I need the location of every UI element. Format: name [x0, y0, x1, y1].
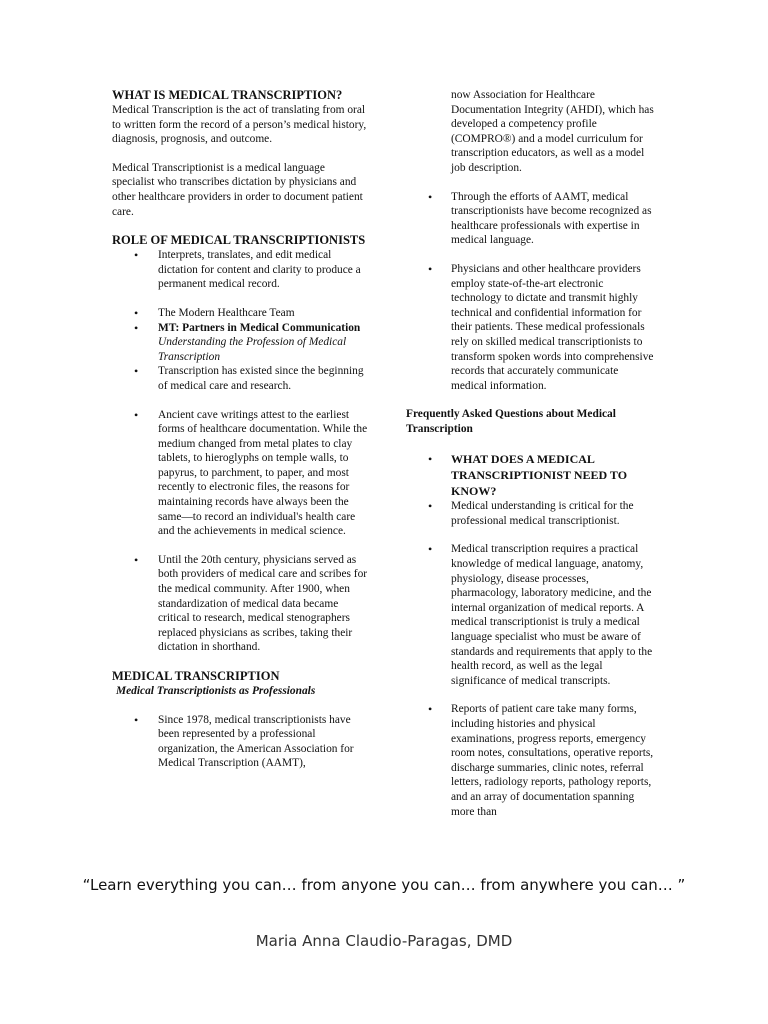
continued-bullet-list — [406, 88, 656, 393]
section-subheading-professionals: Medical Transcriptionists as Professionals — [116, 685, 316, 697]
bullet-text: Ancient cave writings attest to the earliest forms of healthcare documentation. While the medium changed from metal plates to clay tablets, to hieroglyphs on temple walls, to papyrus, to parchment, to paper, and most recently to electronic files, the reasons for maintaining records have always been the same—to record an individual's health care and the achievements in medical science. — [158, 408, 368, 538]
bullet-icon: • — [134, 712, 139, 727]
bullet-icon: • — [428, 189, 433, 204]
right-column — [406, 88, 656, 833]
list-item — [406, 262, 656, 393]
bullet-text: Medical understanding is critical for the professional medical transcriptionist. — [451, 500, 634, 527]
list-item — [112, 321, 368, 365]
bullet-icon: • — [428, 542, 433, 557]
role-bullet-list — [112, 248, 368, 655]
list-item — [112, 553, 368, 655]
list-item — [406, 542, 656, 688]
bullet-text: Since 1978, medical transcriptionists have been represented by a professional organization, the American Association for Medical Transcription (AAMT), — [158, 713, 354, 770]
transcriptionist-definition-paragraph: Medical Transcriptionist is a medical language specialist who transcribes dictation by physicians and other healthcare providers in order to document patient care. — [112, 161, 363, 218]
faq-question: WHAT DOES A MEDICAL TRANSCRIPTIONIST NEED TO KNOW? — [451, 452, 628, 498]
bullet-bold-text: MT: Partners in Medical Communication — [158, 321, 361, 334]
section-heading-medical-transcription: MEDICAL TRANSCRIPTION — [112, 669, 280, 683]
bullet-icon: • — [428, 499, 433, 514]
bullet-icon: • — [134, 305, 139, 320]
professionals-bullet-list — [112, 713, 368, 771]
list-item-continuation — [406, 88, 656, 176]
bullet-italic-text: Understanding the Profession of Medical Transcription — [158, 336, 347, 363]
list-item — [112, 364, 368, 393]
bullet-text: The Modern Healthcare Team — [158, 306, 295, 319]
list-item — [406, 702, 656, 819]
section-heading-role: ROLE OF MEDICAL TRANSCRIPTIONISTS — [112, 233, 366, 248]
bullet-icon: • — [134, 248, 139, 263]
bullet-icon: • — [134, 407, 139, 422]
bullet-icon: • — [134, 320, 139, 335]
bullet-icon: • — [134, 364, 139, 379]
bullet-icon: • — [428, 261, 433, 276]
bullet-icon: • — [428, 702, 433, 717]
definition-paragraph: Medical Transcription is the act of translating from oral to written form the record of a person’s medical history, diagnosis, prognosis, and outcome. — [112, 104, 367, 146]
list-item — [406, 452, 656, 499]
closing-quote: “Learn everything you can… from anyone you can… from anywhere you can… ” — [82, 876, 686, 894]
bullet-text: Reports of patient care take many forms, including histories and physical examinations, progress reports, emergency room notes, consultations, operative reports, discharge summaries, clinic notes, referral letters, radiology reports, pathology reports, and an array of documentation spanning more than — [451, 703, 654, 818]
bullet-icon: • — [428, 452, 433, 467]
list-item — [112, 306, 368, 321]
list-item — [112, 248, 368, 292]
list-item — [406, 499, 656, 528]
left-column — [112, 88, 368, 785]
bullet-text: Through the efforts of AAMT, medical transcriptionists have become recognized as healthcare professionals with expertise in medical language. — [451, 190, 652, 247]
bullet-icon: • — [134, 552, 139, 567]
continuation-text: now Association for Healthcare Documentation Integrity (AHDI), which has developed a competency profile (COMPRO®) and a model curriculum for transcription educators, as well as a model job description. — [451, 89, 654, 174]
bullet-text: Transcription has existed since the beginning of medical care and research. — [158, 365, 364, 392]
bullet-text: Interprets, translates, and edit medical dictation for content and clarity to produce a permanent medical record. — [158, 249, 361, 291]
author-name: Maria Anna Claudio-Paragas, DMD — [255, 932, 513, 950]
list-item — [406, 190, 656, 248]
bullet-text: Physicians and other healthcare providers employ state-of-the-art electronic technology to dictate and transmit highly technical and confidential information for their patients. These medical professionals rely on skilled medical transcriptionists to transform spoken words into comprehensive records that accurately communicate medical information. — [451, 262, 654, 392]
list-item — [112, 713, 368, 771]
section-heading-what-is: WHAT IS MEDICAL TRANSCRIPTION? — [112, 88, 343, 102]
bullet-text: Medical transcription requires a practical knowledge of medical language, anatomy, physiology, disease processes, pharmacology, laboratory medicine, and the internal organization of medical reports. A medical transcriptionist is truly a medical language specialist who must be aware of standards and requirements that apply to the health record, as well as the legal significance of medical transcripts. — [451, 543, 653, 687]
list-item — [112, 408, 368, 539]
faq-heading: Frequently Asked Questions about Medical Transcription — [406, 408, 616, 435]
faq-bullet-list — [406, 452, 656, 819]
bullet-text: Until the 20th century, physicians served as both providers of medical care and scribes for the medical community. After 1900, when standardization of medical data became critical to research, medical stenographers replaced physicians as scribes, taking their dictation in shorthand. — [158, 553, 368, 654]
